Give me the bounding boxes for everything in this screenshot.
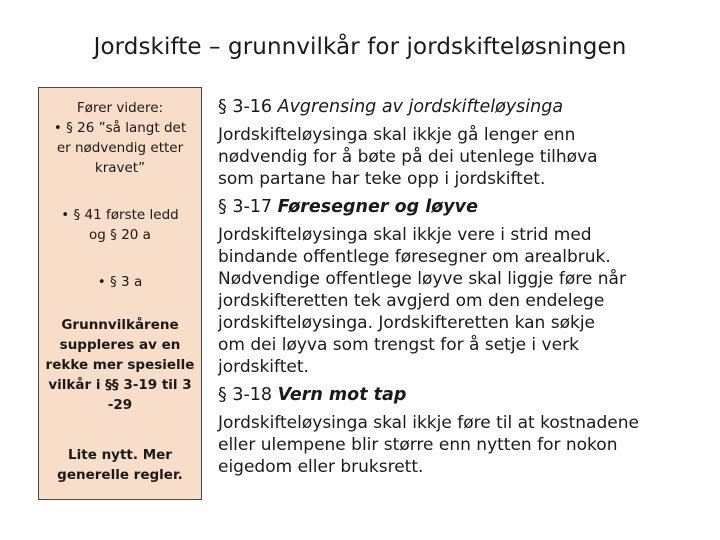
sidebar-line: Fører videre: xyxy=(76,100,164,116)
slide-title: Jordskifte – grunnvilkår for jordskifteløsningen xyxy=(93,34,627,60)
sidebar-box xyxy=(38,87,202,500)
section-line: eller ulempene blir større enn nytten for nokon xyxy=(218,435,618,455)
section-body-3-18 xyxy=(218,412,688,478)
sidebar-line: generelle regler. xyxy=(57,467,183,483)
section-title: Føresegner og løyve xyxy=(277,197,478,217)
sidebar-line: kravet” xyxy=(94,160,146,176)
section-title: Avgrensing av jordskifteløysinga xyxy=(277,97,564,117)
section-number: § 3-18 xyxy=(218,385,273,405)
section-line: jordskifteretten tek avgjerd om den endelege xyxy=(218,291,605,311)
section-line: Jordskifteløysinga skal ikkje vere i strid med xyxy=(218,225,592,245)
section-heading-3-17 xyxy=(218,196,688,218)
section-body-3-16 xyxy=(218,124,688,190)
section-line: Jordskifteløysinga skal ikkje føre til at kostnadene xyxy=(218,413,639,433)
sidebar-line: er nødvendig etter xyxy=(56,140,184,156)
section-line: Nødvendige offentlege løyve skal liggje føre når xyxy=(218,269,626,289)
section-line: jordskifteløysinga. Jordskifteretten kan søkje xyxy=(218,313,595,333)
sidebar-conclusion xyxy=(43,445,197,485)
section-line: eigedom eller bruksrett. xyxy=(218,457,424,477)
sidebar-bullet-3a xyxy=(43,272,197,292)
section-line: om dei løyva som trengst for å setje i verk xyxy=(218,335,579,355)
sidebar-line: • § 41 første ledd xyxy=(61,207,179,223)
sidebar-line: Grunnvilkårene xyxy=(61,317,179,333)
sidebar-line: -29 xyxy=(107,397,133,413)
section-line: bindande offentlege føresegner om arealbruk. xyxy=(218,247,611,267)
sidebar-line: vilkår i §§ 3-19 til 3 xyxy=(48,377,192,393)
section-line: jordskiftet. xyxy=(218,357,309,377)
section-body-3-17 xyxy=(218,224,688,378)
section-heading-3-18 xyxy=(218,384,688,406)
section-line: Jordskifteløysinga skal ikkje gå lenger enn xyxy=(218,125,576,145)
sidebar-intro xyxy=(43,98,197,178)
sidebar-line: suppleres av en xyxy=(59,337,181,353)
sidebar-line: • § 3 a xyxy=(97,274,143,290)
sidebar-line: Lite nytt. Mer xyxy=(68,447,172,463)
sidebar-bullet-41 xyxy=(43,205,197,245)
section-line: nødvendig for å bøte på dei utenlege tilhøva xyxy=(218,147,598,167)
section-heading-3-16 xyxy=(218,96,688,118)
sidebar-line: • § 26 ”så langt det xyxy=(53,120,187,136)
sidebar-line: og § 20 a xyxy=(89,227,151,243)
section-number: § 3-16 xyxy=(218,97,273,117)
sidebar-supplement-note xyxy=(43,315,197,415)
main-content xyxy=(218,96,688,484)
sidebar-line: rekke mer spesielle xyxy=(45,357,195,373)
section-number: § 3-17 xyxy=(218,197,273,217)
section-title: Vern mot tap xyxy=(277,385,407,405)
section-line: som partane har teke opp i jordskiftet. xyxy=(218,169,546,189)
